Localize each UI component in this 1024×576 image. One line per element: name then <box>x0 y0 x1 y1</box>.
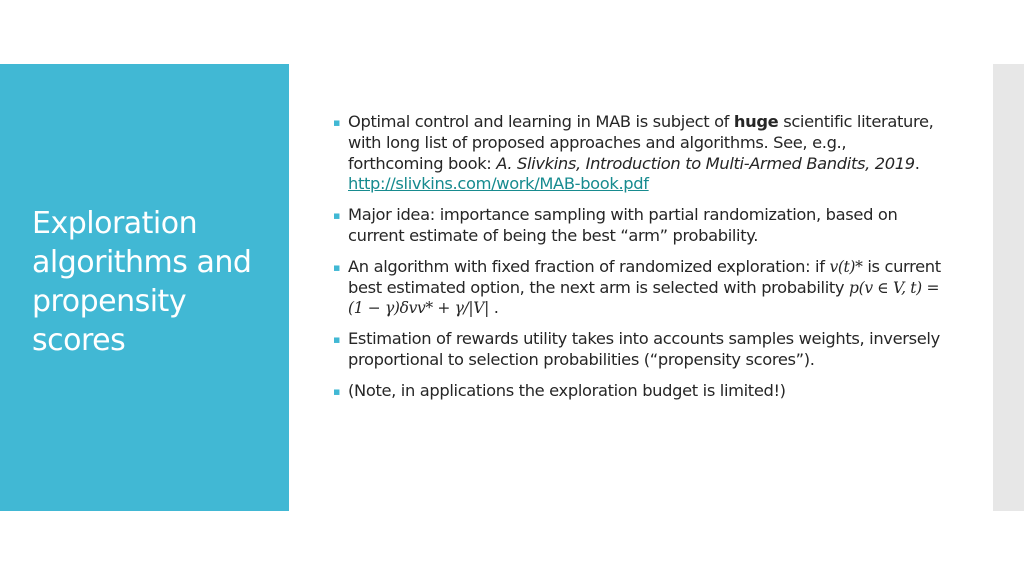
bullet-text: (Note, in applications the exploration budget is limited!) <box>348 380 786 400</box>
bullet-item <box>333 381 943 402</box>
bullet-italic-text: A. Slivkins, Introduction to Multi-Armed Bandits, 2019 <box>496 153 915 173</box>
square-bullet-icon: ▪ <box>333 209 341 223</box>
bullet-item <box>333 205 943 247</box>
bullet-text: . <box>488 298 499 318</box>
math-formula: v(t)* <box>829 257 863 276</box>
bullet-text: . <box>914 153 920 173</box>
bullet-text: scientific literature, with long list of proposed approaches and algorithms. See, e.g., forthcoming book: <box>348 112 934 173</box>
right-scroll-strip <box>993 64 1024 511</box>
bullet-text: Estimation of rewards utility takes into accounts samples weights, inversely proportional to selection probabilities (“propensity scores”). <box>348 329 940 369</box>
bullet-list <box>333 112 943 412</box>
bullet-item <box>333 257 943 319</box>
bullet-text: Optimal control and learning in MAB is subject of <box>348 112 734 131</box>
bullet-text: is current best estimated option, the next arm is selected with probability <box>348 256 941 297</box>
square-bullet-icon: ▪ <box>333 116 341 129</box>
bullet-bold-text: huge <box>733 112 779 131</box>
bullet-item <box>333 112 943 195</box>
math-formula: p(v ∈ V, t) = (1 − γ)δvv* + γ/|V| <box>348 278 940 318</box>
bullet-text: An algorithm with fixed fraction of randomized exploration: if <box>348 256 830 276</box>
square-bullet-icon: ▪ <box>333 384 341 398</box>
bullet-item <box>333 329 943 371</box>
square-bullet-icon: ▪ <box>333 260 341 274</box>
book-link[interactable]: http://slivkins.com/work/MAB-book.pdf <box>348 174 649 194</box>
square-bullet-icon: ▪ <box>333 333 341 347</box>
slide-title: Exploration algorithms and propensity scores <box>32 206 252 358</box>
bullet-text: Major idea: importance sampling with partial randomization, based on current estimate of being the best “arm” probability. <box>348 205 898 245</box>
